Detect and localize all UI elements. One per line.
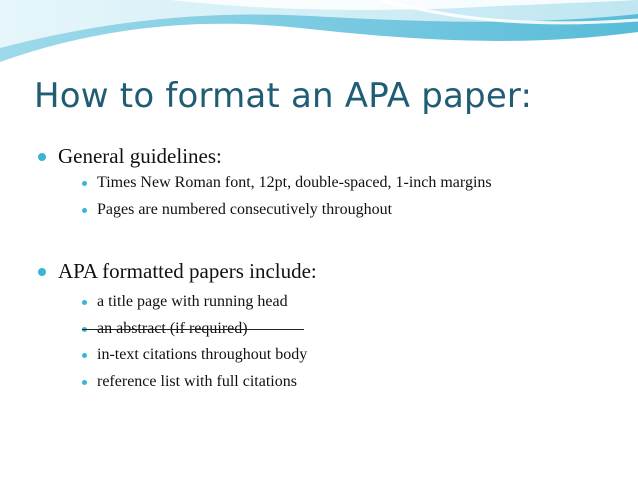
list-item-text: reference list with full citations — [97, 373, 297, 390]
bullet-dot-icon — [82, 181, 87, 186]
bullet-dot-icon — [82, 353, 87, 358]
header-wave-decoration — [0, 0, 638, 80]
list-item-text: Pages are numbered consecutively throughout — [97, 201, 393, 218]
bullet-dot-icon — [82, 208, 87, 213]
bullet-dot-icon — [82, 380, 87, 385]
section-heading-general-guidelines — [38, 144, 222, 169]
list-item-text: a title page with running head — [97, 293, 288, 310]
section-heading-text: APA formatted papers include: — [58, 259, 317, 283]
list-item — [82, 201, 392, 219]
list-item — [82, 346, 307, 364]
bullet-dot-icon — [82, 300, 87, 305]
strikethrough-line — [82, 329, 304, 330]
section-heading-apa-papers-include — [38, 259, 317, 284]
bullet-dot-icon — [38, 153, 46, 161]
bullet-dot-icon — [38, 268, 46, 276]
list-item — [82, 373, 297, 391]
list-item — [82, 293, 288, 311]
section-heading-text: General guidelines: — [58, 144, 222, 168]
slide-title: How to format an APA paper: — [34, 76, 533, 116]
list-item-text: an abstract (if required) — [97, 320, 248, 337]
list-item-text: in-text citations throughout body — [97, 346, 308, 363]
list-item-text: Times New Roman font, 12pt, double-spaced, 1-inch margins — [97, 174, 492, 191]
list-item — [82, 174, 492, 192]
